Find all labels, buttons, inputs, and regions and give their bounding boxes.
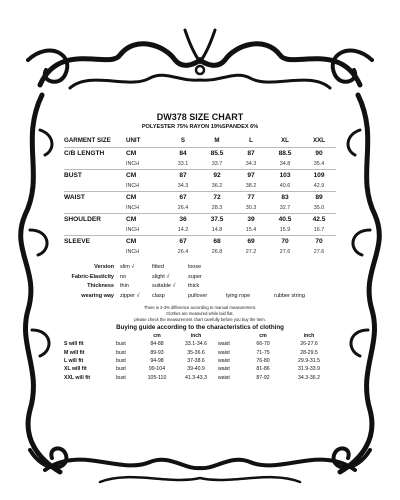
- value-cell: 87: [234, 148, 268, 159]
- table-row: [64, 225, 336, 236]
- guide-value: 28-29.5: [300, 349, 318, 356]
- value-cell: 15.4: [245, 226, 257, 233]
- guide-value: 41.3-43.3: [185, 374, 207, 381]
- option-value: thin: [120, 283, 129, 289]
- value-cell: 27.2: [245, 248, 257, 255]
- option-value: thick: [188, 283, 200, 289]
- value-cell: 87: [166, 170, 200, 181]
- option-label: Fabric-Elasticity: [71, 273, 114, 280]
- guide-unit: cm: [259, 333, 267, 340]
- guide-unit: inch: [190, 333, 202, 340]
- option-label: Thickness: [87, 283, 114, 289]
- value-cell: 30.3: [245, 204, 257, 211]
- value-cell: 92: [200, 170, 234, 181]
- value-cell: 70: [268, 236, 302, 247]
- option-value: fitted: [152, 264, 164, 270]
- value-cell: 15.9: [279, 226, 291, 233]
- value-cell: 103: [268, 170, 302, 181]
- guide-value: 39-40.9: [187, 366, 205, 373]
- value-cell: 39: [234, 214, 268, 225]
- value-cell: 32.7: [279, 204, 291, 211]
- unit-cell: CM: [126, 236, 166, 247]
- value-cell: 27.6: [313, 248, 325, 255]
- value-cell: 26.4: [177, 204, 189, 211]
- value-cell: 84: [166, 148, 200, 159]
- option-value: slight √: [152, 273, 170, 280]
- buying-guide-title: Buying guide according to the characteristics of clothing: [116, 324, 284, 331]
- option-label: Version: [94, 264, 114, 270]
- option-value: no: [120, 273, 127, 280]
- chart-content: [64, 112, 336, 382]
- option-label: wearing way: [81, 292, 114, 299]
- value-cell: 85.5: [200, 148, 234, 159]
- value-cell: 14.8: [211, 226, 223, 233]
- guide-part: waist: [218, 366, 230, 373]
- value-cell: 77: [234, 192, 268, 203]
- value-cell: 26.4: [177, 248, 189, 255]
- option-value: pullover: [188, 292, 208, 299]
- option-value: clasp: [152, 292, 165, 299]
- option-value: [226, 282, 274, 291]
- value-cell: 14.2: [177, 226, 189, 233]
- table-row: [64, 203, 336, 214]
- table-row: [64, 340, 336, 348]
- guide-value: 37-38.6: [187, 358, 205, 365]
- size-table: [64, 134, 336, 257]
- value-cell: 27.6: [279, 248, 291, 255]
- guide-size: S will fit: [64, 341, 84, 348]
- table-row: [64, 181, 336, 192]
- option-value: suitable √: [152, 283, 176, 289]
- value-cell: 33.7: [211, 160, 223, 167]
- option-value: slim √: [120, 264, 135, 270]
- garment-options: [64, 263, 336, 300]
- guide-value: 105-110: [147, 374, 167, 381]
- header-cell: S: [180, 137, 186, 144]
- guide-size: XL will fit: [64, 366, 87, 373]
- unit-cell: CM: [126, 192, 166, 203]
- value-cell: 35.4: [313, 160, 325, 167]
- option-value: [226, 263, 274, 272]
- guide-part: bust: [116, 349, 126, 356]
- guide-value: 33.1-34.6: [185, 341, 207, 348]
- guide-size: L will fit: [64, 358, 84, 365]
- fabric-composition: POLYESTER 75% RAYON 19%SPANDEX 6%: [141, 124, 259, 130]
- value-cell: 34.8: [279, 160, 291, 167]
- value-cell: 42.5: [302, 214, 336, 225]
- header-cell: UNIT: [126, 137, 141, 144]
- unit-cell: INCH: [126, 160, 140, 167]
- value-cell: 40.6: [279, 182, 291, 189]
- value-cell: 35.0: [313, 204, 325, 211]
- guide-value: 35-36.6: [187, 349, 205, 356]
- value-cell: 90: [302, 148, 336, 159]
- value-cell: 38.2: [245, 182, 257, 189]
- guide-value: 94-98: [150, 358, 164, 365]
- guide-part: waist: [218, 374, 230, 381]
- value-cell: 34.3: [245, 160, 257, 167]
- option-value: super: [188, 273, 202, 280]
- measure-label: WAIST: [64, 192, 126, 203]
- note-line: There is 2-3% difference according to manual measurement.: [143, 305, 257, 310]
- value-cell: 69: [234, 236, 268, 247]
- guide-part: bust: [116, 341, 126, 348]
- size-table-header: [64, 134, 336, 148]
- guide-part: waist: [218, 341, 230, 348]
- guide-part: bust: [116, 358, 126, 365]
- option-value: tying rope: [226, 292, 251, 299]
- unit-cell: CM: [126, 214, 166, 225]
- unit-cell: INCH: [126, 226, 140, 233]
- unit-cell: INCH: [126, 248, 140, 255]
- value-cell: 67: [166, 236, 200, 247]
- guide-header: [64, 332, 336, 340]
- option-value: loose: [188, 264, 202, 270]
- value-cell: 33.1: [177, 160, 189, 167]
- guide-value: 89-93: [150, 349, 164, 356]
- guide-value: 87-92: [256, 374, 270, 381]
- value-cell: 34.3: [177, 182, 189, 189]
- guide-value: 71-75: [256, 349, 270, 356]
- table-row: [64, 170, 336, 181]
- value-cell: 67: [166, 192, 200, 203]
- measure-label: SHOULDER: [64, 214, 126, 225]
- guide-size: XXL will fit: [64, 374, 91, 381]
- value-cell: 109: [302, 170, 336, 181]
- header-cell: L: [249, 137, 253, 144]
- header-cell: XXL: [312, 137, 326, 144]
- measurement-notes: [64, 305, 336, 323]
- value-cell: 37.5: [200, 214, 234, 225]
- measure-label: BUST: [64, 170, 126, 181]
- value-cell: 89: [302, 192, 336, 203]
- option-value: [274, 282, 324, 291]
- unit-cell: CM: [126, 170, 166, 181]
- guide-value: 81-86: [256, 366, 270, 373]
- table-row: [64, 192, 336, 203]
- guide-value: 99-104: [148, 366, 166, 373]
- value-cell: 16.7: [313, 226, 325, 233]
- option-value: zipper √: [120, 292, 140, 299]
- option-value: rubber string: [274, 292, 305, 299]
- note-line: Clothes are measured while laid flat.: [166, 311, 234, 316]
- guide-part: waist: [218, 349, 230, 356]
- table-row: [64, 373, 336, 381]
- guide-part: bust: [116, 366, 126, 373]
- guide-part: waist: [218, 358, 230, 365]
- unit-cell: INCH: [126, 182, 140, 189]
- guide-value: 29.9-31.5: [298, 358, 320, 365]
- table-row: [64, 148, 336, 159]
- table-row: [64, 357, 336, 365]
- table-row: [64, 349, 336, 357]
- value-cell: 28.3: [211, 204, 223, 211]
- note-line: please check the measurement chart carefully before you buy the item.: [134, 317, 266, 322]
- measure-label: SLEEVE: [64, 236, 126, 247]
- buying-guide-table: [64, 332, 336, 382]
- value-cell: 72: [200, 192, 234, 203]
- unit-cell: CM: [126, 148, 166, 159]
- guide-value: 84-88: [150, 341, 164, 348]
- page-title: DW378 SIZE CHART: [156, 112, 244, 122]
- guide-unit: cm: [153, 333, 161, 340]
- table-row: [64, 159, 336, 170]
- value-cell: 97: [234, 170, 268, 181]
- value-cell: 70: [302, 236, 336, 247]
- option-value: [226, 273, 274, 282]
- value-cell: 88.5: [268, 148, 302, 159]
- value-cell: 26.8: [211, 248, 223, 255]
- header-cell: XL: [281, 137, 289, 144]
- value-cell: 36: [166, 214, 200, 225]
- value-cell: 42.9: [313, 182, 325, 189]
- table-row: [64, 236, 336, 247]
- guide-part: bust: [116, 374, 126, 381]
- option-value: [274, 273, 324, 282]
- value-cell: 83: [268, 192, 302, 203]
- table-row: [64, 247, 336, 258]
- value-cell: 40.5: [268, 214, 302, 225]
- header-cell: GARMENT SIZE: [64, 137, 111, 144]
- guide-value: 76-80: [256, 358, 270, 365]
- measure-label: C/B LENGTH: [64, 148, 126, 159]
- table-row: [64, 365, 336, 373]
- value-cell: 68: [200, 236, 234, 247]
- guide-value: 26-27.6: [300, 341, 318, 348]
- guide-value: 34.3-36.2: [298, 374, 320, 381]
- guide-size: M will fit: [64, 349, 85, 356]
- unit-cell: INCH: [126, 204, 140, 211]
- value-cell: 36.2: [211, 182, 223, 189]
- option-value: [274, 263, 324, 272]
- guide-unit: inch: [303, 333, 315, 340]
- guide-value: 31.9-33.9: [298, 366, 320, 373]
- guide-value: 66-70: [256, 341, 270, 348]
- table-row: [64, 214, 336, 225]
- header-cell: M: [214, 137, 220, 144]
